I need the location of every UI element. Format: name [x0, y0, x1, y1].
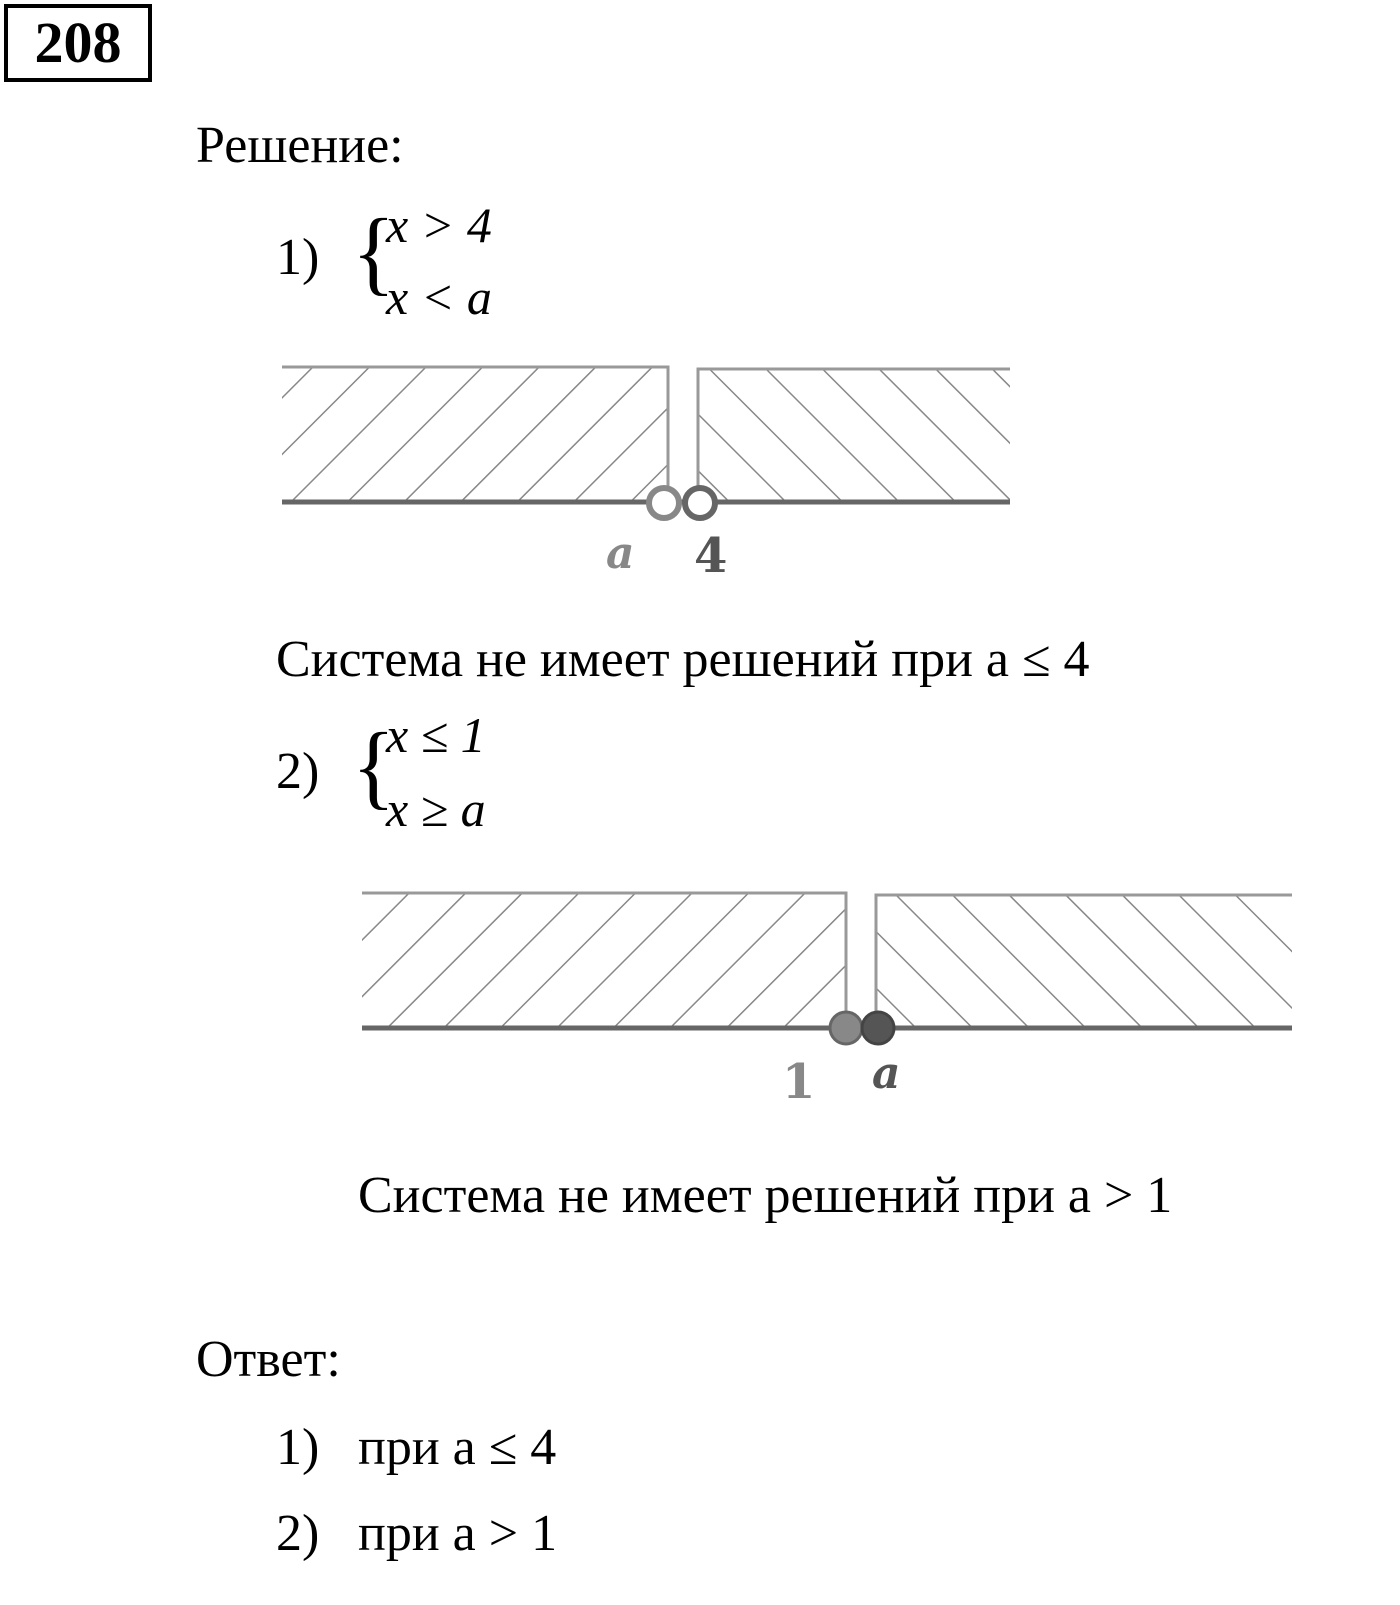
problem-number: 208 — [4, 4, 152, 82]
case2-point-1 — [830, 1012, 862, 1044]
case2-inequality-2: x ≥ a — [386, 781, 486, 837]
answer-2-text: при a > 1 — [358, 1505, 558, 1562]
case2-region-right — [876, 894, 1292, 1028]
case2-axis-label-a: a — [872, 1048, 901, 1099]
case1-label: 1) — [276, 229, 320, 286]
case2-conclusion: Система не имеет решений при a > 1 — [358, 1167, 1173, 1224]
case2-label: 2) — [276, 743, 320, 800]
answer-heading: Ответ: — [196, 1331, 341, 1388]
case2-axis-label-1: 1 — [782, 1054, 816, 1110]
case1-brace: { — [352, 200, 396, 305]
case2-region-left — [362, 892, 846, 1028]
answer-1-text: при a ≤ 4 — [358, 1419, 557, 1476]
case1-axis-label-4: 4 — [694, 528, 728, 584]
case1-region-right — [698, 368, 1010, 502]
case2-inequality-1: x ≤ 1 — [386, 707, 486, 763]
solution-heading: Решение: — [196, 117, 404, 174]
case2-brace: { — [352, 714, 396, 819]
case1-axis-label-a: a — [606, 528, 635, 579]
case1-point-a — [649, 488, 679, 518]
case1-point-4 — [685, 488, 715, 518]
case1-region-left — [282, 366, 668, 502]
answer-2-label: 2) — [276, 1505, 320, 1562]
case1-inequality-1: x > 4 — [386, 197, 492, 253]
case1-conclusion: Система не имеет решений при a ≤ 4 — [276, 631, 1090, 688]
case1-inequality-2: x < a — [386, 269, 492, 325]
answer-1-label: 1) — [276, 1419, 320, 1476]
case2-point-a — [862, 1012, 894, 1044]
